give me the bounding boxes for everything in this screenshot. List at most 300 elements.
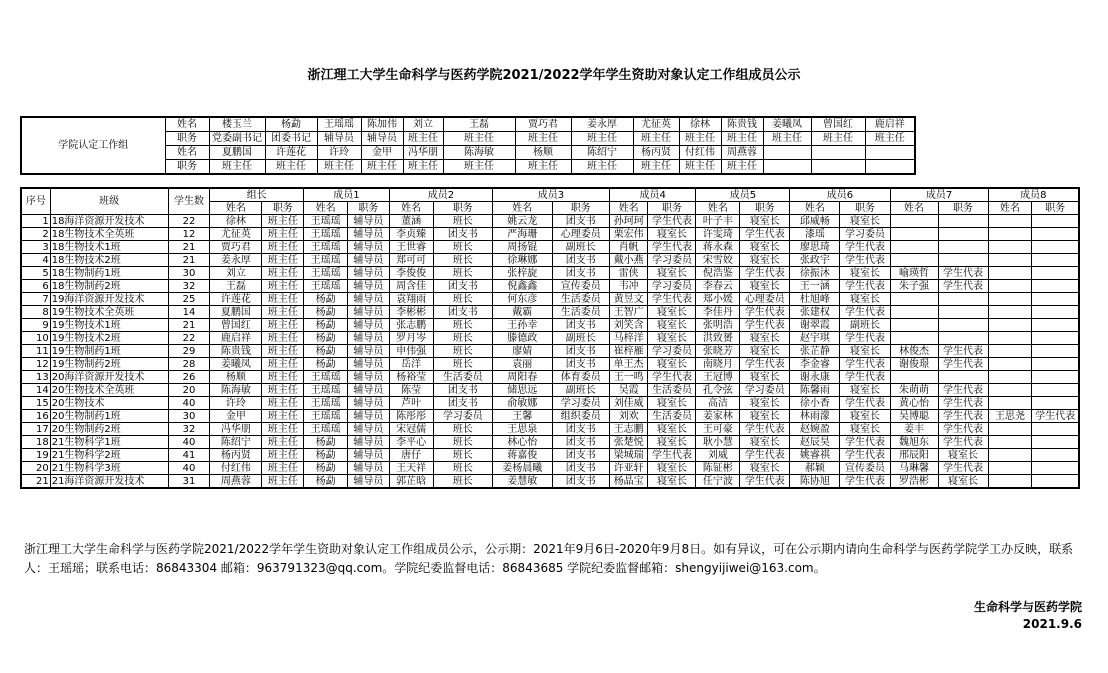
table-cell bbox=[1032, 306, 1079, 319]
table-cell: 南晓月 bbox=[696, 358, 740, 371]
column-header: 成员4 bbox=[609, 188, 696, 202]
table-cell: 杨勐 bbox=[304, 293, 348, 306]
table-cell: 李金睿 bbox=[790, 358, 840, 371]
committee-cell: 班主任 bbox=[317, 160, 361, 175]
table-cell: 班主任 bbox=[262, 345, 304, 358]
row-index: 7 bbox=[21, 293, 50, 306]
table-cell: 陈莹 bbox=[389, 384, 433, 397]
committee-cell: 班主任 bbox=[679, 132, 721, 146]
table-cell: 李平心 bbox=[389, 436, 433, 449]
table-cell: 姚睿祺 bbox=[790, 449, 840, 462]
table-cell: 学生代表 bbox=[938, 410, 988, 423]
table-cell: 团支书 bbox=[552, 462, 609, 475]
table-cell: 喻瑛哲 bbox=[890, 267, 938, 280]
table-cell: 22 bbox=[168, 215, 210, 228]
committee-cell: 许莲花 bbox=[265, 146, 317, 160]
row-index: 15 bbox=[21, 397, 50, 410]
table-cell: 寝室长 bbox=[740, 254, 790, 267]
row-index: 16 bbox=[21, 410, 50, 423]
table-cell bbox=[890, 241, 938, 254]
notice-date: 2021.9.6 bbox=[1022, 617, 1082, 631]
table-cell: 李春云 bbox=[696, 280, 740, 293]
column-header: 组长 bbox=[210, 188, 304, 202]
table-cell: 团支书 bbox=[552, 215, 609, 228]
table-cell: 董涵 bbox=[389, 215, 433, 228]
table-cell: 俞敏娜 bbox=[493, 397, 552, 410]
table-cell bbox=[1032, 423, 1079, 436]
table-cell: 寝室长 bbox=[740, 345, 790, 358]
table-cell: 张晓芳 bbox=[696, 345, 740, 358]
row-index: 13 bbox=[21, 371, 50, 384]
table-cell: 杨晶宝 bbox=[609, 475, 648, 489]
table-cell: 梁城瑞 bbox=[609, 449, 648, 462]
table-cell: 寝室长 bbox=[740, 332, 790, 345]
table-cell: 学生代表 bbox=[840, 254, 890, 267]
table-cell: 学生代表 bbox=[938, 397, 988, 410]
column-subheader: 姓名 bbox=[790, 202, 840, 215]
table-cell: 团支书 bbox=[433, 228, 492, 241]
table-row bbox=[21, 345, 1079, 358]
table-cell: 25 bbox=[168, 293, 210, 306]
table-cell: 学生代表 bbox=[938, 384, 988, 397]
column-header: 成员6 bbox=[790, 188, 890, 202]
table-cell: 许亚轩 bbox=[609, 462, 648, 475]
table-cell: 学生代表 bbox=[740, 306, 790, 319]
class-name: 18生物技术1班 bbox=[50, 241, 168, 254]
committee-cell: 班主任 bbox=[515, 132, 571, 146]
committee-cell: 陈绍宁 bbox=[571, 146, 633, 160]
table-cell: 张建权 bbox=[790, 306, 840, 319]
table-cell: 漆瑶 bbox=[790, 228, 840, 241]
table-cell: 赵宇琪 bbox=[790, 332, 840, 345]
table-cell: 寝室长 bbox=[740, 410, 790, 423]
table-cell: 生活委员 bbox=[552, 306, 609, 319]
table-cell: 团支书 bbox=[552, 267, 609, 280]
table-cell: 班主任 bbox=[262, 306, 304, 319]
table-cell: 团支书 bbox=[552, 254, 609, 267]
table-cell: 朱子强 bbox=[890, 280, 938, 293]
table-cell: 徐林 bbox=[210, 215, 262, 228]
committee-cell: 杨丙贤 bbox=[633, 146, 679, 160]
committee-row-header: 姓名 bbox=[165, 146, 209, 160]
row-index: 11 bbox=[21, 345, 50, 358]
committee-cell: 楼玉兰 bbox=[209, 117, 265, 132]
column-subheader: 姓名 bbox=[890, 202, 938, 215]
table-cell: 刘笑含 bbox=[609, 319, 648, 332]
table-cell bbox=[988, 345, 1032, 358]
column-subheader: 职务 bbox=[552, 202, 609, 215]
committee-cell: 陈贵钱 bbox=[721, 117, 763, 132]
committee-cell: 班主任 bbox=[515, 160, 571, 175]
table-cell: 韦冲 bbox=[609, 280, 648, 293]
members-header-row bbox=[21, 188, 1079, 202]
table-cell: 王思尧 bbox=[988, 410, 1032, 423]
table-cell: 宋冠儒 bbox=[389, 423, 433, 436]
table-cell: 班主任 bbox=[262, 319, 304, 332]
row-index: 2 bbox=[21, 228, 50, 241]
table-cell: 付红伟 bbox=[210, 462, 262, 475]
table-cell: 李贞臻 bbox=[389, 228, 433, 241]
table-cell: 生活委员 bbox=[433, 371, 492, 384]
committee-cell: 辅导员 bbox=[317, 132, 361, 146]
table-cell: 团支书 bbox=[552, 345, 609, 358]
column-header: 成员8 bbox=[988, 188, 1079, 202]
table-cell: 滕德政 bbox=[493, 332, 552, 345]
table-row bbox=[21, 241, 1079, 254]
table-cell bbox=[890, 319, 938, 332]
column-header: 学生数 bbox=[168, 188, 210, 215]
table-cell: 张芷静 bbox=[790, 345, 840, 358]
table-cell: 王瑶瑶 bbox=[304, 254, 348, 267]
table-cell: 辅导员 bbox=[348, 319, 390, 332]
table-cell: 学生代表 bbox=[740, 358, 790, 371]
table-cell: 杨勐 bbox=[304, 436, 348, 449]
table-row bbox=[21, 267, 1079, 280]
column-subheader: 职务 bbox=[262, 202, 304, 215]
committee-cell: 杨顺 bbox=[515, 146, 571, 160]
class-name: 20生物制药1班 bbox=[50, 410, 168, 423]
table-cell: 耿小慧 bbox=[696, 436, 740, 449]
table-cell: 储思远 bbox=[493, 384, 552, 397]
table-cell: 寝室长 bbox=[648, 358, 696, 371]
table-cell bbox=[988, 436, 1032, 449]
committee-cell: 班主任 bbox=[571, 132, 633, 146]
table-row bbox=[21, 410, 1079, 423]
table-cell: 14 bbox=[168, 306, 210, 319]
table-cell: 学习委员 bbox=[648, 280, 696, 293]
table-cell: 寝室长 bbox=[840, 293, 890, 306]
row-index: 12 bbox=[21, 358, 50, 371]
table-row bbox=[21, 293, 1079, 306]
table-cell: 王馨 bbox=[493, 410, 552, 423]
table-cell: 班主任 bbox=[262, 228, 304, 241]
table-cell: 倪鑫鑫 bbox=[493, 280, 552, 293]
table-cell: 寝室长 bbox=[938, 475, 988, 489]
table-cell: 30 bbox=[168, 267, 210, 280]
column-subheader: 姓名 bbox=[210, 202, 262, 215]
table-cell: 学生代表 bbox=[840, 332, 890, 345]
table-cell bbox=[988, 475, 1032, 489]
class-name: 18生物制药1班 bbox=[50, 267, 168, 280]
table-cell: 王世睿 bbox=[389, 241, 433, 254]
table-cell: 学生代表 bbox=[840, 358, 890, 371]
table-cell: 王瑶瑶 bbox=[304, 397, 348, 410]
table-cell: 学生代表 bbox=[938, 423, 988, 436]
table-cell: 杨勐 bbox=[304, 449, 348, 462]
table-cell: 姚云龙 bbox=[493, 215, 552, 228]
table-cell: 班长 bbox=[433, 241, 492, 254]
table-cell: 雷侠 bbox=[609, 267, 648, 280]
table-cell: 徐小香 bbox=[790, 397, 840, 410]
table-cell: 寝室长 bbox=[740, 397, 790, 410]
committee-cell: 夏鹏国 bbox=[209, 146, 265, 160]
column-header: 成员1 bbox=[304, 188, 390, 202]
committee-cell: 班主任 bbox=[571, 160, 633, 175]
committee-row-header: 职务 bbox=[165, 132, 209, 146]
table-cell: 郭芷晗 bbox=[389, 475, 433, 489]
table-cell: 王冠博 bbox=[696, 371, 740, 384]
column-header: 序号 bbox=[21, 188, 50, 215]
table-cell bbox=[988, 384, 1032, 397]
table-cell: 副班长 bbox=[552, 332, 609, 345]
table-cell: 寝室长 bbox=[840, 410, 890, 423]
table-cell: 杜旭峰 bbox=[790, 293, 840, 306]
table-cell: 生活委员 bbox=[648, 384, 696, 397]
table-cell: 团支书 bbox=[552, 319, 609, 332]
table-cell: 戴小燕 bbox=[609, 254, 648, 267]
committee-cell: 班主任 bbox=[209, 160, 265, 175]
table-cell: 21 bbox=[168, 254, 210, 267]
row-index: 10 bbox=[21, 332, 50, 345]
table-cell bbox=[1032, 254, 1079, 267]
table-cell: 姜曦凤 bbox=[210, 358, 262, 371]
table-cell: 许雯琦 bbox=[696, 228, 740, 241]
table-cell: 魏旭东 bbox=[890, 436, 938, 449]
table-row bbox=[21, 436, 1079, 449]
table-cell: 王一鸣 bbox=[609, 371, 648, 384]
table-cell: 团支书 bbox=[552, 423, 609, 436]
table-cell: 寝室长 bbox=[648, 228, 696, 241]
table-cell: 生活委员 bbox=[552, 293, 609, 306]
table-cell: 学生代表 bbox=[740, 319, 790, 332]
table-cell: 王瑶瑶 bbox=[304, 228, 348, 241]
table-cell: 陈彤彤 bbox=[389, 410, 433, 423]
table-cell: 徐琳娜 bbox=[493, 254, 552, 267]
table-cell: 班长 bbox=[433, 358, 492, 371]
table-cell: 班长 bbox=[433, 475, 492, 489]
table-cell: 学生代表 bbox=[938, 280, 988, 293]
table-cell bbox=[988, 306, 1032, 319]
table-cell: 谢翠霞 bbox=[790, 319, 840, 332]
table-cell: 王一涵 bbox=[790, 280, 840, 293]
column-subheader: 姓名 bbox=[696, 202, 740, 215]
table-cell bbox=[938, 332, 988, 345]
table-cell: 金甲 bbox=[210, 410, 262, 423]
table-cell bbox=[938, 371, 988, 384]
table-cell: 林俊杰 bbox=[890, 345, 938, 358]
table-cell: 学生代表 bbox=[938, 436, 988, 449]
table-cell: 徐振沐 bbox=[790, 267, 840, 280]
table-row bbox=[21, 332, 1079, 345]
committee-cell: 班主任 bbox=[865, 132, 915, 146]
table-cell: 郑小媛 bbox=[696, 293, 740, 306]
table-cell: 芦叶 bbox=[389, 397, 433, 410]
table-cell: 32 bbox=[168, 280, 210, 293]
table-cell: 杨勐 bbox=[304, 345, 348, 358]
table-cell: 22 bbox=[168, 332, 210, 345]
committee-cell: 团委书记 bbox=[265, 132, 317, 146]
column-subheader: 职务 bbox=[840, 202, 890, 215]
class-name: 18生物制药2班 bbox=[50, 280, 168, 293]
table-cell: 郝颖 bbox=[790, 462, 840, 475]
row-index: 9 bbox=[21, 319, 50, 332]
table-cell: 学习委员 bbox=[648, 254, 696, 267]
column-subheader: 姓名 bbox=[609, 202, 648, 215]
committee-cell: 贾巧君 bbox=[515, 117, 571, 132]
table-cell: 学生代表 bbox=[938, 358, 988, 371]
table-cell: 寝室长 bbox=[648, 462, 696, 475]
column-subheader: 姓名 bbox=[389, 202, 433, 215]
table-cell: 学生代表 bbox=[840, 306, 890, 319]
table-cell: 辅导员 bbox=[348, 371, 390, 384]
table-cell: 林心怡 bbox=[493, 436, 552, 449]
table-cell: 岳洋 bbox=[389, 358, 433, 371]
table-cell: 班长 bbox=[433, 215, 492, 228]
table-cell: 辅导员 bbox=[348, 241, 390, 254]
column-subheader: 职务 bbox=[938, 202, 988, 215]
table-cell: 王思泉 bbox=[493, 423, 552, 436]
committee-cell: 陈加伟 bbox=[361, 117, 403, 132]
table-row bbox=[21, 462, 1079, 475]
table-cell: 寝室长 bbox=[938, 449, 988, 462]
table-cell: 许莲花 bbox=[210, 293, 262, 306]
table-cell: 团支书 bbox=[552, 358, 609, 371]
class-name: 19生物技术2班 bbox=[50, 332, 168, 345]
members-table bbox=[20, 187, 1080, 489]
table-cell: 学生代表 bbox=[648, 449, 696, 462]
table-cell: 40 bbox=[168, 462, 210, 475]
table-cell: 学生代表 bbox=[938, 267, 988, 280]
column-header: 成员5 bbox=[696, 188, 790, 202]
table-cell bbox=[890, 254, 938, 267]
table-cell bbox=[1032, 436, 1079, 449]
table-cell: 团支书 bbox=[433, 306, 492, 319]
table-cell bbox=[1032, 241, 1079, 254]
table-cell: 王可豪 bbox=[696, 423, 740, 436]
table-cell: 姜慧敏 bbox=[493, 475, 552, 489]
table-cell: 周燕蓉 bbox=[210, 475, 262, 489]
table-cell: 杨勐 bbox=[304, 332, 348, 345]
table-cell: 寝室长 bbox=[740, 215, 790, 228]
table-cell: 班主任 bbox=[262, 267, 304, 280]
committee-cell: 班主任 bbox=[721, 160, 763, 175]
table-cell: 班长 bbox=[433, 267, 492, 280]
committee-row bbox=[21, 117, 915, 132]
committee-cell: 辅导员 bbox=[361, 132, 403, 146]
table-cell: 张楚悦 bbox=[609, 436, 648, 449]
table-row bbox=[21, 280, 1079, 293]
table-cell: 寝室长 bbox=[648, 267, 696, 280]
class-name: 18生物技术全英班 bbox=[50, 228, 168, 241]
table-cell bbox=[988, 371, 1032, 384]
table-cell bbox=[1032, 215, 1079, 228]
row-index: 1 bbox=[21, 215, 50, 228]
row-index: 21 bbox=[21, 475, 50, 489]
table-cell: 29 bbox=[168, 345, 210, 358]
column-subheader: 职务 bbox=[1032, 202, 1079, 215]
table-cell bbox=[1032, 384, 1079, 397]
table-cell: 辅导员 bbox=[348, 332, 390, 345]
class-name: 21海洋资源开发技术 bbox=[50, 475, 168, 489]
table-cell: 陈海敏 bbox=[210, 384, 262, 397]
table-cell bbox=[988, 319, 1032, 332]
table-cell bbox=[938, 293, 988, 306]
committee-cell bbox=[811, 160, 865, 175]
table-cell: 班长 bbox=[433, 319, 492, 332]
table-cell: 肖帆 bbox=[609, 241, 648, 254]
table-cell: 班长 bbox=[433, 293, 492, 306]
row-index: 19 bbox=[21, 449, 50, 462]
table-cell: 许玲 bbox=[210, 397, 262, 410]
committee-cell: 王瑶瑶 bbox=[317, 117, 361, 132]
class-name: 20海洋资源开发技术 bbox=[50, 371, 168, 384]
table-cell: 周阳春 bbox=[493, 371, 552, 384]
table-cell bbox=[1032, 397, 1079, 410]
table-cell bbox=[988, 267, 1032, 280]
table-cell: 12 bbox=[168, 228, 210, 241]
committee-cell bbox=[811, 146, 865, 160]
table-cell: 寝室长 bbox=[840, 267, 890, 280]
table-cell: 宣传委员 bbox=[552, 280, 609, 293]
table-cell: 班长 bbox=[433, 254, 492, 267]
table-cell: 夏鹏国 bbox=[210, 306, 262, 319]
table-cell: 学生代表 bbox=[1032, 410, 1079, 423]
table-cell: 宋雪姣 bbox=[696, 254, 740, 267]
committee-cell bbox=[763, 146, 811, 160]
table-cell: 朱萌萌 bbox=[890, 384, 938, 397]
table-cell: 赵婉盈 bbox=[790, 423, 840, 436]
table-cell: 辅导员 bbox=[348, 423, 390, 436]
table-cell: 袁翔雨 bbox=[389, 293, 433, 306]
class-name: 19生物制药1班 bbox=[50, 345, 168, 358]
table-cell: 学生代表 bbox=[648, 215, 696, 228]
table-cell: 学生代表 bbox=[840, 280, 890, 293]
table-cell bbox=[1032, 280, 1079, 293]
table-cell: 团支书 bbox=[552, 436, 609, 449]
table-cell: 辅导员 bbox=[348, 436, 390, 449]
row-index: 8 bbox=[21, 306, 50, 319]
table-cell: 杨勐 bbox=[304, 475, 348, 489]
table-row bbox=[21, 215, 1079, 228]
table-cell bbox=[1032, 345, 1079, 358]
class-name: 18生物技术2班 bbox=[50, 254, 168, 267]
table-cell bbox=[988, 358, 1032, 371]
table-cell: 杨勐 bbox=[304, 319, 348, 332]
table-cell: 何东彦 bbox=[493, 293, 552, 306]
table-cell: 吴霞 bbox=[609, 384, 648, 397]
table-cell: 寝室长 bbox=[740, 241, 790, 254]
table-row bbox=[21, 423, 1079, 436]
column-subheader: 职务 bbox=[648, 202, 696, 215]
table-cell: 王瑶瑶 bbox=[304, 215, 348, 228]
table-cell: 张政宇 bbox=[790, 254, 840, 267]
table-cell: 寝室长 bbox=[648, 475, 696, 489]
table-cell bbox=[890, 371, 938, 384]
table-cell: 王瑶瑶 bbox=[304, 280, 348, 293]
table-row bbox=[21, 358, 1079, 371]
table-cell: 廖婧 bbox=[493, 345, 552, 358]
table-cell bbox=[890, 215, 938, 228]
table-cell: 班主任 bbox=[262, 371, 304, 384]
table-cell: 班长 bbox=[433, 449, 492, 462]
committee-cell: 鹿启祥 bbox=[865, 117, 915, 132]
table-cell: 40 bbox=[168, 436, 210, 449]
table-cell: 辅导员 bbox=[348, 254, 390, 267]
table-cell: 王志鹏 bbox=[609, 423, 648, 436]
table-cell: 张明浩 bbox=[696, 319, 740, 332]
table-cell: 班主任 bbox=[262, 358, 304, 371]
table-cell: 寝室长 bbox=[840, 423, 890, 436]
committee-label: 学院认定工作组 bbox=[21, 117, 165, 174]
table-cell: 学生代表 bbox=[840, 475, 890, 489]
table-cell: 高洁 bbox=[696, 397, 740, 410]
table-cell bbox=[1032, 371, 1079, 384]
committee-cell: 徐林 bbox=[679, 117, 721, 132]
table-cell: 团支书 bbox=[552, 449, 609, 462]
table-cell: 学生代表 bbox=[938, 462, 988, 475]
table-cell: 团支书 bbox=[433, 397, 492, 410]
table-cell: 倪浩鉴 bbox=[696, 267, 740, 280]
